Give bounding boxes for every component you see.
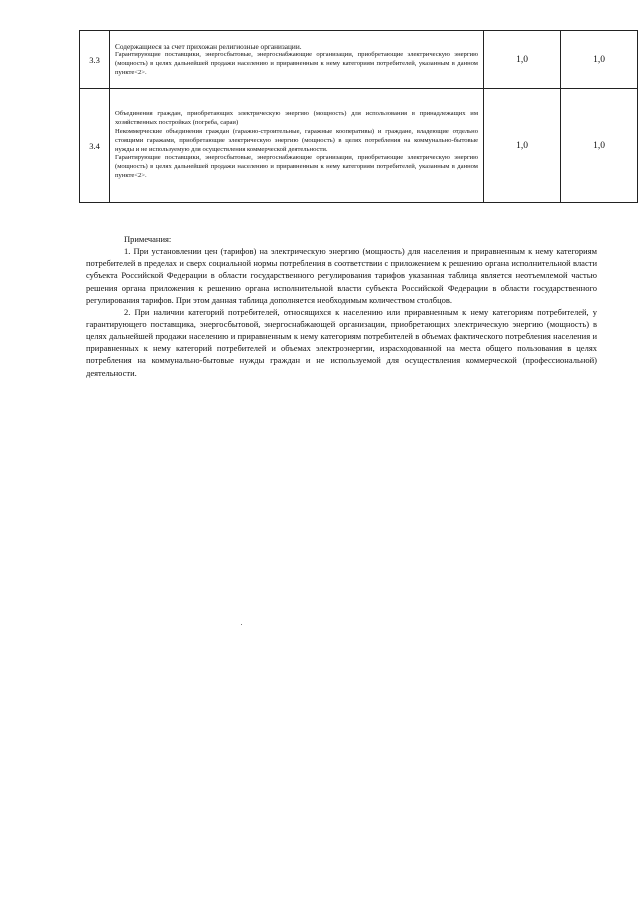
- table-row: [80, 31, 638, 89]
- row-value: 1,0: [484, 31, 561, 89]
- row-value: 1,0: [484, 89, 561, 203]
- description-line: Гарантирующие поставщики, энергосбытовые, энергоснабжающие организации, приобретающие электрическую энергию (мощность) в целях дальнейшей продажи населению и приравненным к нему категориям потребителей, указанным в данном пункте<2>.: [115, 51, 478, 76]
- note-item: 1. При установлении цен (тарифов) на электрическую энергию (мощность) для населения и приравненным к нему категориям потребителей в пределах и сверх социальной нормы потребления в соответствии с приложением к решению органа исполнительной власти субъекта Российской Федерации в области государственного регулирования тарифов указанная таблица является неотъемлемой частью решения органа приложения к решению органа исполнительной власти субъекта Российской Федерации в области государственного регулирования тарифов. При этом данная таблица дополняется необходимым количеством столбцов.: [86, 246, 597, 305]
- description-line: Содержащиеся за счет прихожан религиозные организации.: [115, 41, 302, 51]
- row-value: 1,0: [561, 89, 638, 203]
- scan-speck: [241, 624, 242, 625]
- description-line: Некоммерческие объединения граждан (гаражно-строительные, гаражные кооперативы) и граждане, владеющие отдельно стоящими гаражами, приобретающие электрическую энергию (мощность) в целях потребления на коммунально-бытовые нужды и не используемую для осуществления коммерческой деятельности.: [115, 127, 478, 153]
- notes-heading: Примечания:: [124, 234, 172, 244]
- note-item: 2. При наличии категорий потребителей, относящихся к населению или приравненным к нему категориям потребителей, у гарантирующего поставщика, энергосбытовой, энергоснабжающей организации, приобретающих электрическую энергию (мощность) в целях дальнейшей продажи населению и приравненным к нему категориям потребителей в объемах фактического потребления населения и приравненных к нему категорий потребителей и объемах электроэнергии, израсходованной на места общего пользования в целях потребления на коммунально-бытовые нужды граждан и не используемой для осуществления коммерческой (профессиональной) деятельности.: [86, 306, 597, 378]
- table-row: [80, 89, 638, 203]
- row-value: 1,0: [561, 31, 638, 89]
- notes-section: [86, 233, 597, 379]
- tariff-table: [79, 30, 638, 203]
- row-description: [110, 31, 484, 89]
- description-line: Гарантирующие поставщики, энергосбытовые, энергоснабжающие организации, приобретающие электрическую энергию (мощность) в целях дальнейшей продажи населению и приравненным к нему категориям потребителей, указанным в данном пункте<2>.: [115, 154, 478, 179]
- description-line: Объединения граждан, приобретающих электрическую энергию (мощность) для использования в принадлежащих им хозяйственных постройках (погреба, сараи): [115, 110, 478, 127]
- row-number: 3.4: [80, 89, 110, 203]
- row-number: 3.3: [80, 31, 110, 89]
- row-description: [110, 89, 484, 203]
